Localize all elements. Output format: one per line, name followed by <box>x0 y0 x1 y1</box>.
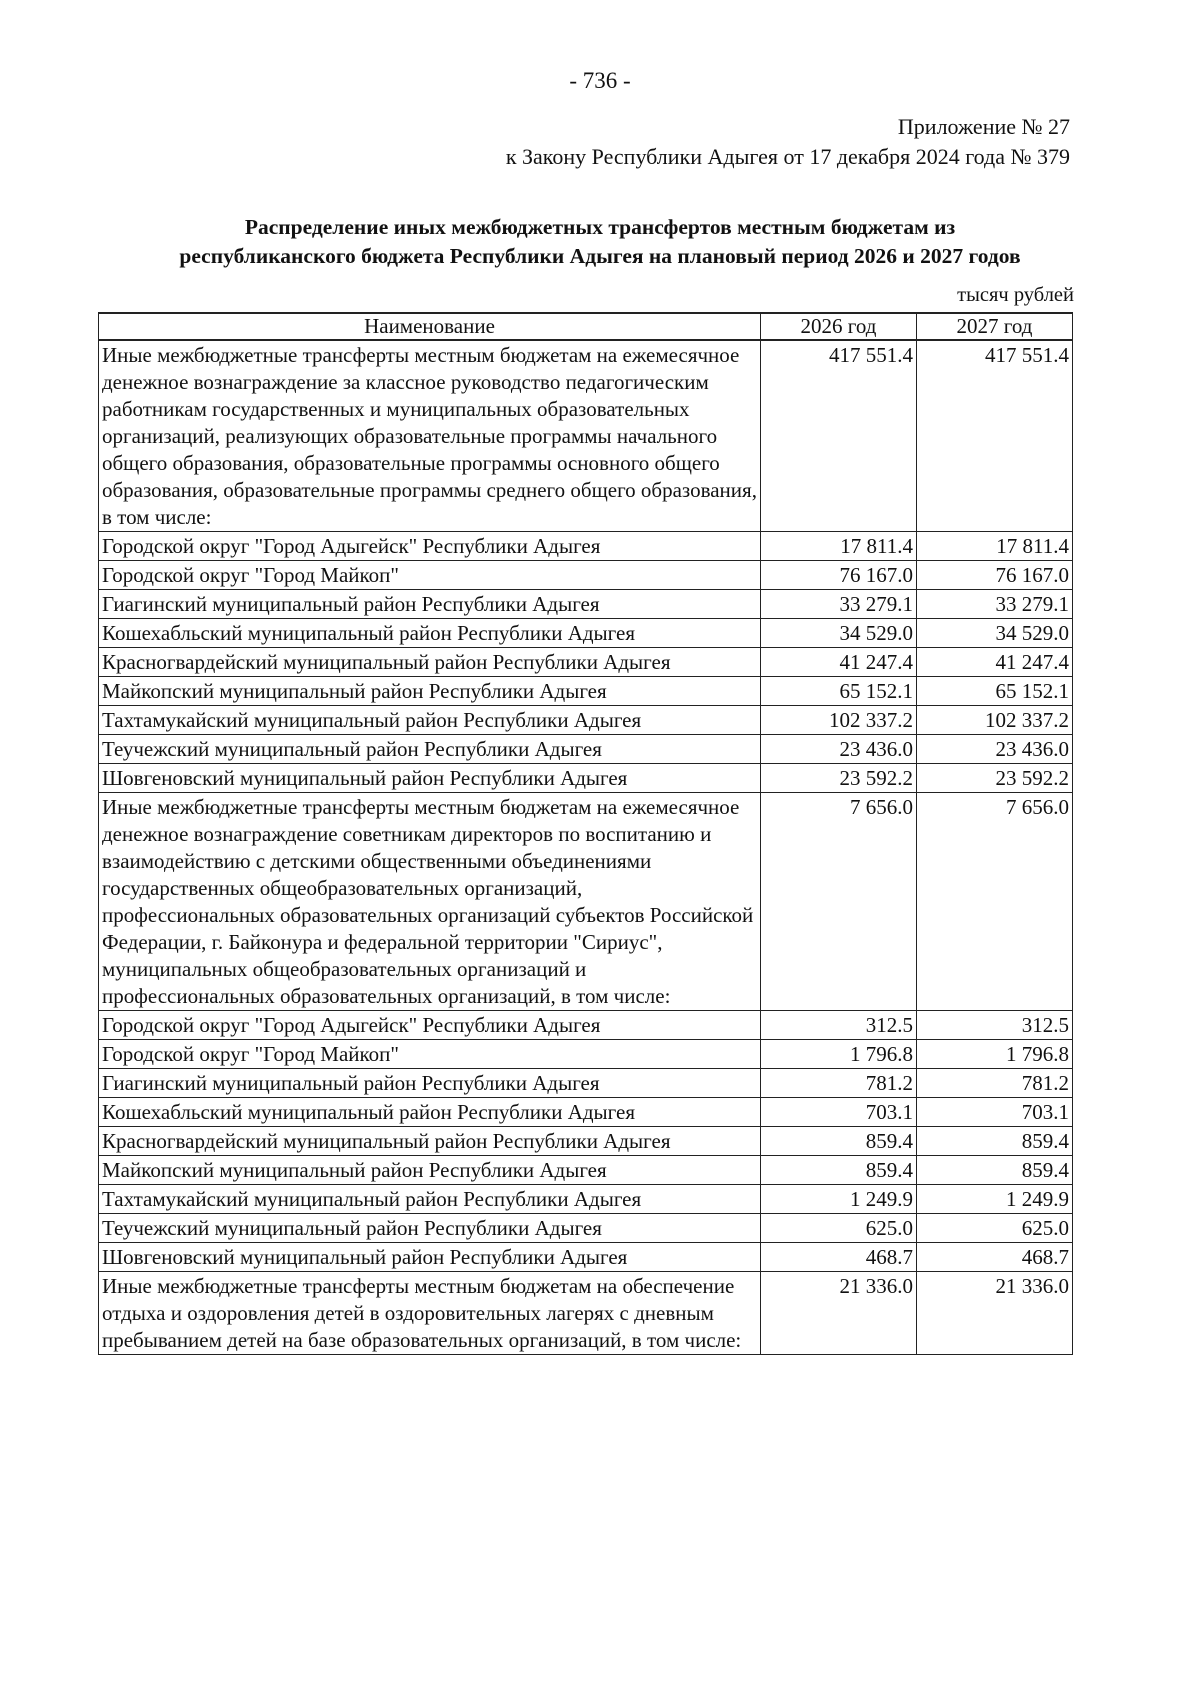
name-cell: Тахтамукайский муниципальный район Республики Адыгея <box>99 1185 761 1214</box>
value-2026-cell: 76 167.0 <box>761 561 917 590</box>
name-cell: Гиагинский муниципальный район Республики Адыгея <box>99 590 761 619</box>
value-2027-cell: 76 167.0 <box>917 561 1073 590</box>
table-row <box>99 677 1073 706</box>
value-2026-cell: 1 249.9 <box>761 1185 917 1214</box>
value-2027-cell: 21 336.0 <box>917 1272 1073 1355</box>
name-cell: Майкопский муниципальный район Республики Адыгея <box>99 677 761 706</box>
value-2027-cell: 17 811.4 <box>917 532 1073 561</box>
name-cell: Красногвардейский муниципальный район Республики Адыгея <box>99 648 761 677</box>
value-2026-cell: 703.1 <box>761 1098 917 1127</box>
table-row <box>99 532 1073 561</box>
value-2026-cell: 859.4 <box>761 1127 917 1156</box>
table-row <box>99 764 1073 793</box>
name-cell: Красногвардейский муниципальный район Республики Адыгея <box>99 1127 761 1156</box>
value-2026-cell: 312.5 <box>761 1011 917 1040</box>
value-2027-cell: 859.4 <box>917 1156 1073 1185</box>
name-cell: Иные межбюджетные трансферты местным бюджетам на обеспечение отдыха и оздоровления детей в оздоровительных лагерях с дневным пребыванием детей на базе образовательных организаций, в том числе: <box>99 1272 761 1355</box>
appendix-number: Приложение № 27 <box>897 114 1070 139</box>
value-2027-cell: 1 796.8 <box>917 1040 1073 1069</box>
value-2026-cell: 65 152.1 <box>761 677 917 706</box>
value-2026-cell: 781.2 <box>761 1069 917 1098</box>
table-row <box>99 1214 1073 1243</box>
table-row <box>99 1040 1073 1069</box>
table-header-row <box>99 313 1073 340</box>
name-cell: Городской округ "Город Майкоп" <box>99 1040 761 1069</box>
value-2026-cell: 34 529.0 <box>761 619 917 648</box>
table-row <box>99 735 1073 764</box>
value-2026-cell: 7 656.0 <box>761 793 917 1011</box>
value-2026-cell: 23 436.0 <box>761 735 917 764</box>
name-cell: Гиагинский муниципальный район Республики Адыгея <box>99 1069 761 1098</box>
table-row <box>99 1127 1073 1156</box>
value-2027-cell: 23 436.0 <box>917 735 1073 764</box>
name-cell: Городской округ "Город Адыгейск" Республики Адыгея <box>99 1011 761 1040</box>
table-row <box>99 706 1073 735</box>
value-2026-cell: 41 247.4 <box>761 648 917 677</box>
document-title-line-1: Распределение иных межбюджетных трансфертов местным бюджетам из <box>244 215 956 239</box>
table-row <box>99 1185 1073 1214</box>
name-cell: Теучежский муниципальный район Республики Адыгея <box>99 735 761 764</box>
table-row <box>99 590 1073 619</box>
name-cell: Тахтамукайский муниципальный район Республики Адыгея <box>99 706 761 735</box>
value-2027-cell: 703.1 <box>917 1098 1073 1127</box>
appendix-reference <box>506 112 1070 172</box>
appendix-law-reference: к Закону Республики Адыгея от 17 декабря 2024 года № 379 <box>505 144 1070 169</box>
transfers-table <box>98 312 1073 1355</box>
value-2027-cell: 33 279.1 <box>917 590 1073 619</box>
value-2027-cell: 312.5 <box>917 1011 1073 1040</box>
page-number: - 736 - <box>569 68 631 93</box>
value-2027-cell: 23 592.2 <box>917 764 1073 793</box>
value-2027-cell: 781.2 <box>917 1069 1073 1098</box>
value-2027-cell: 859.4 <box>917 1127 1073 1156</box>
value-2026-cell: 468.7 <box>761 1243 917 1272</box>
value-2026-cell: 33 279.1 <box>761 590 917 619</box>
table-row <box>99 1011 1073 1040</box>
document-title-line-2: республиканского бюджета Республики Адыгея на плановый период 2026 и 2027 годов <box>179 244 1021 268</box>
name-cell: Шовгеновский муниципальный район Республики Адыгея <box>99 1243 761 1272</box>
name-cell: Кошехабльский муниципальный район Республики Адыгея <box>99 1098 761 1127</box>
document-title <box>70 213 1130 271</box>
table-row <box>99 561 1073 590</box>
name-cell: Иные межбюджетные трансферты местным бюджетам на ежемесячное денежное вознаграждение за классное руководство педагогическим работникам государственных и муниципальных образовательных организаций, реализующих образовательные программы начального общего образования, образовательные программы основного общего образования, образовательные программы среднего общего образования, в том числе: <box>99 340 761 532</box>
table-row <box>99 1098 1073 1127</box>
value-2027-cell: 1 249.9 <box>917 1185 1073 1214</box>
name-cell: Кошехабльский муниципальный район Республики Адыгея <box>99 619 761 648</box>
value-2027-cell: 468.7 <box>917 1243 1073 1272</box>
table-row <box>99 1272 1073 1355</box>
name-cell: Майкопский муниципальный район Республики Адыгея <box>99 1156 761 1185</box>
table-row <box>99 793 1073 1011</box>
header-2026: 2026 год <box>761 313 917 340</box>
value-2027-cell: 625.0 <box>917 1214 1073 1243</box>
table-row <box>99 340 1073 532</box>
value-2026-cell: 17 811.4 <box>761 532 917 561</box>
value-2026-cell: 1 796.8 <box>761 1040 917 1069</box>
value-2027-cell: 65 152.1 <box>917 677 1073 706</box>
table-row <box>99 1069 1073 1098</box>
value-2026-cell: 23 592.2 <box>761 764 917 793</box>
name-cell: Иные межбюджетные трансферты местным бюджетам на ежемесячное денежное вознаграждение советникам директоров по воспитанию и взаимодействию с детскими общественными объединениями государственных общеобразовательных организаций, профессиональных образовательных организаций субъектов Российской Федерации, г. Байконура и федеральной территории "Сириус", муниципальных общеобразовательных организаций и профессиональных образовательных организаций, в том числе: <box>99 793 761 1011</box>
table-row <box>99 1156 1073 1185</box>
value-2026-cell: 102 337.2 <box>761 706 917 735</box>
value-2027-cell: 7 656.0 <box>917 793 1073 1011</box>
name-cell: Шовгеновский муниципальный район Республики Адыгея <box>99 764 761 793</box>
value-2026-cell: 859.4 <box>761 1156 917 1185</box>
name-cell: Городской округ "Город Майкоп" <box>99 561 761 590</box>
value-2026-cell: 625.0 <box>761 1214 917 1243</box>
value-2027-cell: 34 529.0 <box>917 619 1073 648</box>
value-2027-cell: 102 337.2 <box>917 706 1073 735</box>
name-cell: Городской округ "Город Адыгейск" Республики Адыгея <box>99 532 761 561</box>
name-cell: Теучежский муниципальный район Республики Адыгея <box>99 1214 761 1243</box>
header-2027: 2027 год <box>917 313 1073 340</box>
header-name: Наименование <box>99 313 761 340</box>
value-2027-cell: 417 551.4 <box>917 340 1073 532</box>
table-row <box>99 1243 1073 1272</box>
value-2026-cell: 21 336.0 <box>761 1272 917 1355</box>
value-2026-cell: 417 551.4 <box>761 340 917 532</box>
table-row <box>99 619 1073 648</box>
value-2027-cell: 41 247.4 <box>917 648 1073 677</box>
units-label: тысяч рублей <box>957 284 1074 306</box>
table-row <box>99 648 1073 677</box>
